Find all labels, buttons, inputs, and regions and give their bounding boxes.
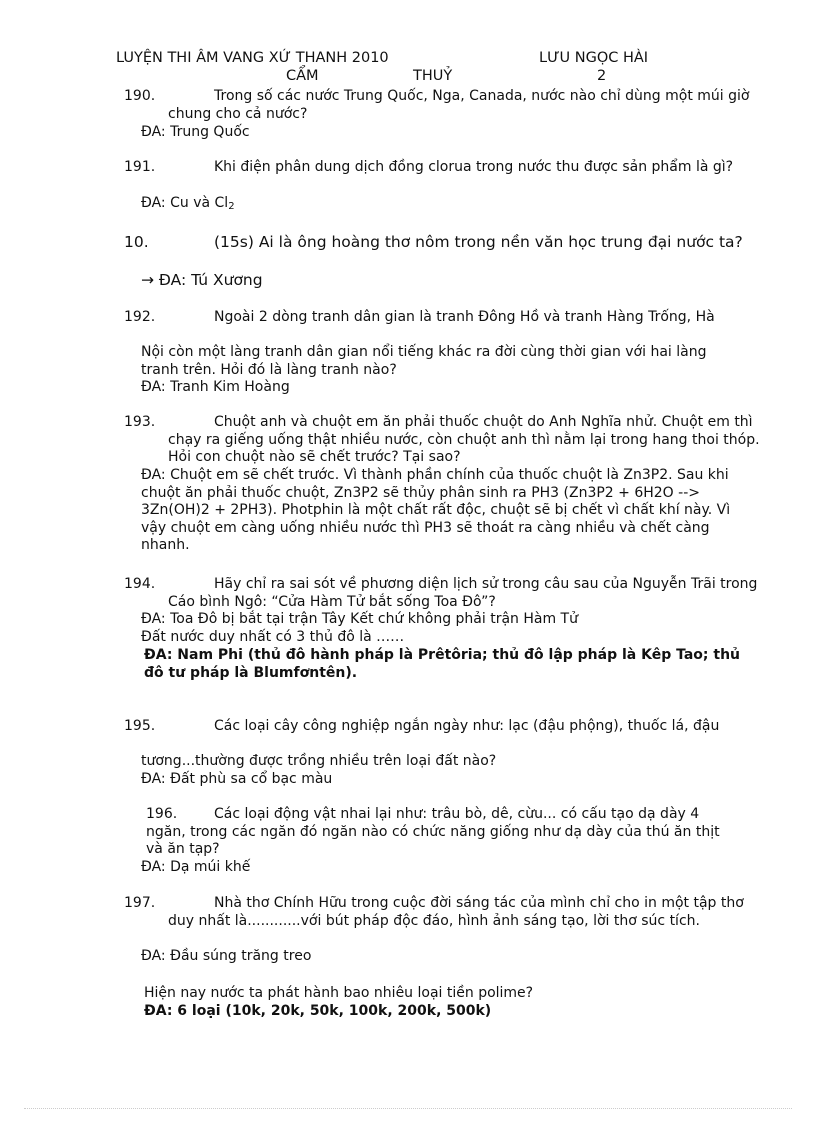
question-text: Khi điện phân dung dịch đồng clorua trong nước thu được sản phẩm là gì? xyxy=(214,159,734,175)
answer-190: ĐA: Trung Quốc xyxy=(141,124,250,140)
answer-197: ĐA: Đầu súng trăng treo xyxy=(141,948,312,964)
question-195-continued: tương...thường được trồng nhiều trên loại đất nào? xyxy=(141,753,497,769)
question-number: 196. xyxy=(146,806,178,822)
question-10 xyxy=(124,232,762,252)
question-number: 197. xyxy=(124,895,156,911)
question-text: Hãy chỉ ra sai sót về phương diện lịch sử trong câu sau của Nguyễn Trãi trong Cáo bình Ngô: “Cửa Hàm Tử bắt sống Toa Đô”? xyxy=(168,576,758,610)
question-193 xyxy=(124,414,762,467)
question-192 xyxy=(124,309,762,327)
answer-193: ĐA: Chuột em sẽ chết trước. Vì thành phần chính của thuốc chuột là Zn3P2. Sau khi chuột ăn phải thuốc chuột, Zn3P2 sẽ thủy phân sinh ra PH3 (Zn3P2 + 6H2O --> 3Zn(OH)2 + 2PH3). Photphin là một chất rất độc, chuột sẽ bị chết vì chất khí này. Vì vậy chuột em càng uống nhiều nước thì PH3 sẽ thoát ra càng nhiều và chết càng nhanh. xyxy=(141,467,731,553)
question-191 xyxy=(124,159,762,177)
answer-text: ĐA: Tú Xương xyxy=(158,271,263,289)
arrow-icon: → xyxy=(141,271,159,289)
answer-191 xyxy=(141,195,741,216)
page-number: 2 xyxy=(597,68,607,84)
final-question: Hiện nay nước ta phát hành bao nhiêu loại tiền polime? xyxy=(144,985,534,1001)
answer-192: ĐA: Tranh Kim Hoàng xyxy=(141,379,290,395)
extra-answer: ĐA: Nam Phi (thủ đô hành pháp là Prêtôria; thủ đô lập pháp là Kêp Tao; thủ đô tư pháp là Blumfơntên). xyxy=(144,647,741,681)
question-text: Ngoài 2 dòng tranh dân gian là tranh Đông Hồ và tranh Hàng Trống, Hà xyxy=(214,309,715,325)
header-title: LUYỆN THI ÂM VANG XỨ THANH 2010 xyxy=(116,50,389,66)
answer-10 xyxy=(141,270,741,290)
question-number: 190. xyxy=(124,88,156,104)
question-text: (15s) Ai là ông hoàng thơ nôm trong nền văn học trung đại nước ta? xyxy=(214,233,743,251)
header-author: LƯU NGỌC HÀI xyxy=(539,50,649,66)
extra-question: Đất nước duy nhất có 3 thủ đô là …… xyxy=(141,629,405,645)
answer-194: ĐA: Toa Đô bị bắt tại trận Tây Kết chứ không phải trận Hàm Tử xyxy=(141,611,578,627)
question-190 xyxy=(124,88,762,123)
answer-196: ĐA: Dạ múi khế xyxy=(141,859,251,875)
question-text: Các loại cây công nghiệp ngắn ngày như: lạc (đậu phộng), thuốc lá, đậu xyxy=(214,718,720,734)
question-text: Chuột anh và chuột em ăn phải thuốc chuột do Anh Nghĩa nhử. Chuột em thì chạy ra giếng uống thật nhiều nước, còn chuột anh thì nằm lại trong hang thoi thóp. Hỏi con chuột nào sẽ chết trước? Tại sao? xyxy=(168,414,760,465)
question-text: Các loại động vật nhai lại như: trâu bò, dê, cừu... có cấu tạo dạ dày 4 ngăn, trong các ngăn đó ngăn nào có chức năng giống như dạ dày của thú ăn thịt và ăn tạp? xyxy=(146,806,720,857)
question-text: Trong số các nước Trung Quốc, Nga, Canada, nước nào chỉ dùng một múi giờ chung cho cả nước? xyxy=(168,88,750,122)
question-number: 192. xyxy=(124,309,156,325)
footer-divider xyxy=(24,1108,792,1109)
answer-195: ĐA: Đất phù sa cổ bạc màu xyxy=(141,771,333,787)
question-number: 194. xyxy=(124,576,156,592)
question-196 xyxy=(146,806,740,859)
final-answer: ĐA: 6 loại (10k, 20k, 50k, 100k, 200k, 500k) xyxy=(144,1003,492,1019)
question-number: 193. xyxy=(124,414,156,430)
question-195 xyxy=(124,718,762,736)
question-number: 191. xyxy=(124,159,156,175)
question-number: 195. xyxy=(124,718,156,734)
answer-text: ĐA: Cu và Cl xyxy=(141,195,229,211)
question-192-continued: Nội còn một làng tranh dân gian nổi tiếng khác ra đời cùng thời gian với hai làng tranh trên. Hỏi đó là làng tranh nào? xyxy=(141,344,707,378)
question-194 xyxy=(124,576,762,611)
question-number: 10. xyxy=(124,233,149,251)
header-district: THUỶ xyxy=(413,68,453,84)
subscript: 2 xyxy=(228,201,235,212)
header-school: CẨM xyxy=(286,68,319,84)
question-text: Nhà thơ Chính Hữu trong cuộc đời sáng tác của mình chỉ cho in một tập thơ duy nhất là............với bút pháp độc đáo, hình ảnh sáng tạo, lời thơ súc tích. xyxy=(168,895,744,929)
question-197 xyxy=(124,895,762,930)
